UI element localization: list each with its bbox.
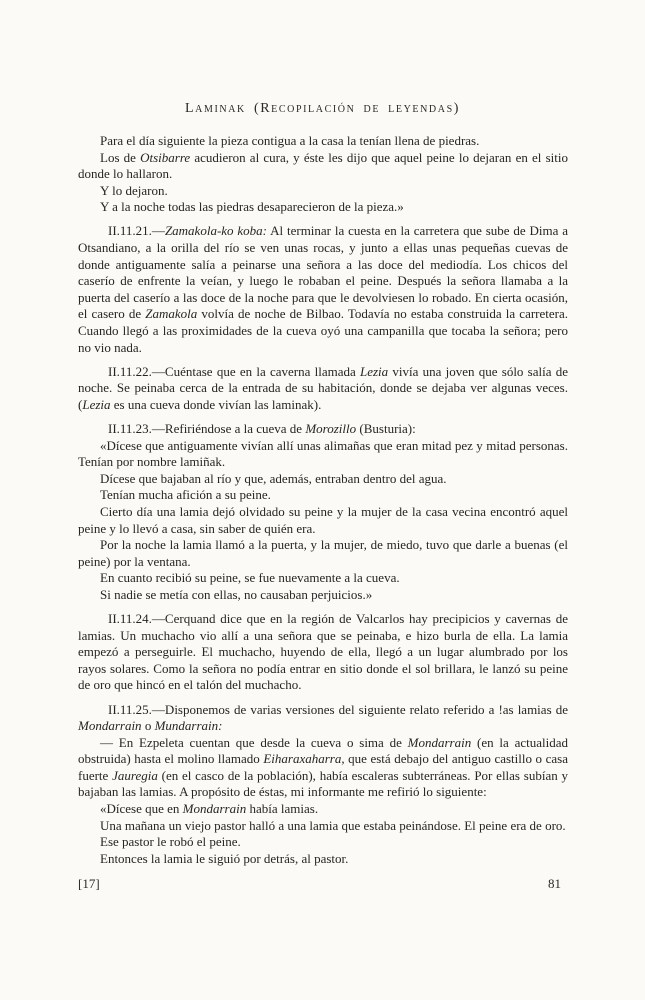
italic-run: Mondarrain — [407, 734, 472, 750]
paragraph — [78, 801, 568, 818]
text-run: Al terminar la cuesta en la carretera que sube de Dima a Otsandiano, a la orilla del río se ven unas rocas, y junto a ellas unas pequeñas cuevas de donde antiguamente salía a peinarse una señora a las doce del mediodía. Los chicos del caserío de enfrente la veían, y luego le robaban el peine. Después la señora llamaba a la puerta del caserío a las doce de la noche para que le devolviesen lo robado. En cierta ocasión, el casero de — [78, 223, 568, 322]
paragraph — [78, 834, 568, 851]
text-run: II.11.21.— — [108, 223, 165, 239]
italic-run: Zamakola — [145, 306, 198, 322]
text-run: «Dícese que en — [100, 801, 183, 817]
text-run: Cierto día una lamia dejó olvidado su peine y la mujer de la casa vecina encontró aquel peine y lo llevó a casa, sin saber de quién era. — [78, 503, 568, 536]
italic-run: Mondarrain — [78, 718, 142, 734]
paragraph — [78, 150, 568, 183]
page-number: 81 — [548, 876, 561, 891]
paragraph — [78, 611, 568, 694]
paragraph — [78, 487, 568, 504]
text-run: acudieron al cura, y éste les dijo que aquel peine lo dejaran en el sitio donde lo hallaron. — [78, 149, 568, 182]
paragraph — [78, 183, 568, 200]
text-run: Tenían mucha afición a su peine. — [100, 487, 271, 503]
paragraph — [78, 421, 568, 438]
italic-run: Jauregia — [112, 767, 158, 783]
text-run: Entonces la lamia le siguió por detrás, al pastor. — [100, 850, 349, 866]
text-run: En cuanto recibió su peine, se fue nuevamente a la cueva. — [100, 570, 400, 586]
italic-run: Otsibarre — [140, 149, 191, 165]
text-run: II.11.25.—Disponemos de varias versiones del siguiente relato referido a !as lamias de — [108, 701, 568, 717]
paragraph — [78, 587, 568, 604]
text-run: Una mañana un viejo pastor halló a una lamia que estaba peinándose. El peine era de oro. — [100, 817, 566, 833]
text-run: Los de — [100, 149, 141, 165]
paragraph — [78, 504, 568, 537]
paragraph — [78, 702, 568, 735]
text-run: que está debajo del antiguo castillo o casa fuerte — [78, 751, 568, 783]
text-run: «Dícese que antiguamente vivían allí unas alimañas que eran mitad pez y mitad personas. Tenían por nombre lamiñak. — [78, 437, 568, 470]
paragraph — [78, 570, 568, 587]
italic-run: Zamakola-ko koba: — [164, 223, 267, 239]
folio-number: [17] — [78, 876, 100, 891]
text-run: Si nadie se metía con ellas, no causaban perjuicios.» — [100, 586, 373, 602]
text-run: Dícese que bajaban al río y que, además, entraban dentro del agua. — [100, 470, 447, 486]
text-run: Ese pastor le robó el peine. — [100, 834, 241, 850]
text-run: Por la noche la lamia llamó a la puerta, y la mujer, de miedo, tuvo que darle a buenas (el peine) por la ventana. — [78, 537, 568, 569]
text-run: II.11.23.—Refiriéndose a la cueva de — [108, 421, 306, 436]
page-title: Laminak (Recopilación de leyendas) — [185, 101, 460, 116]
paragraph — [78, 133, 568, 150]
text-run: II.11.24.—Cerquand dice que en la región de Valcarlos hay precipicios y cavernas de lamias. Un muchacho vio allí a una señora que se peinaba, e hizo burla de ella. La lamia empezó a perseguirle. El muchacho, huyendo de ella, llegó a un lugar alumbrado por los rayos solares. Como la señora no podía entrar en sitio donde el sol brillara, le lanzó su peine de oro que hincó en el talón del muchacho. — [78, 611, 568, 693]
paragraph — [78, 364, 568, 414]
text-run: es una cueva donde vivían las laminak). — [110, 396, 322, 412]
body-text — [78, 133, 568, 867]
italic-run: Lezia — [82, 396, 111, 412]
paragraph — [78, 851, 568, 868]
italic-run: Mundarrain: — [154, 718, 223, 734]
italic-run: Lezia — [359, 363, 389, 379]
paragraph — [78, 438, 568, 471]
text-run: Y a la noche todas las piedras desaparecieron de la pieza.» — [100, 199, 404, 215]
text-run: (en el casco de la población), había escaleras subterráneas. Por ellas subían y bajaban las lamias. A propósito de éstas, mi informante me refirió lo siguiente: — [78, 767, 569, 800]
paragraph — [78, 471, 568, 488]
italic-run: Eiharaxaharra, — [263, 751, 345, 767]
italic-run: Morozillo — [305, 421, 357, 436]
paragraph — [78, 818, 568, 835]
text-run: Para el día siguiente la pieza contigua a la casa la tenían llena de piedras. — [100, 133, 480, 148]
text-run: (Busturia): — [356, 421, 416, 436]
text-run: Y lo dejaron. — [100, 182, 168, 198]
text-run: o — [141, 718, 155, 734]
paragraph — [78, 537, 568, 570]
text-run: vivía una joven que sólo salía de noche. Se peinaba cerca de la entrada de su habitación, donde se dejaba ver algunas veces. ( — [78, 363, 568, 412]
text-run: II.11.22.—Cuéntase que en la caverna llamada — [108, 363, 360, 379]
text-run: (en la actualidad obstruida) hasta el molino llamado — [78, 734, 568, 767]
text-run: volvía de noche de Bilbao. Todavía no estaba construida la carretera. Cuando llegó a las proximidades de la cueva oyó una campanilla que tocaba la señora; pero no vio nada. — [78, 306, 568, 355]
paragraph — [78, 223, 568, 356]
text-run: había lamias. — [246, 801, 319, 817]
paragraph — [78, 735, 568, 801]
text-run: — En Ezpeleta cuentan que desde la cueva o sima de — [100, 734, 408, 750]
paragraph — [78, 199, 568, 216]
italic-run: Mondarrain — [182, 801, 247, 817]
